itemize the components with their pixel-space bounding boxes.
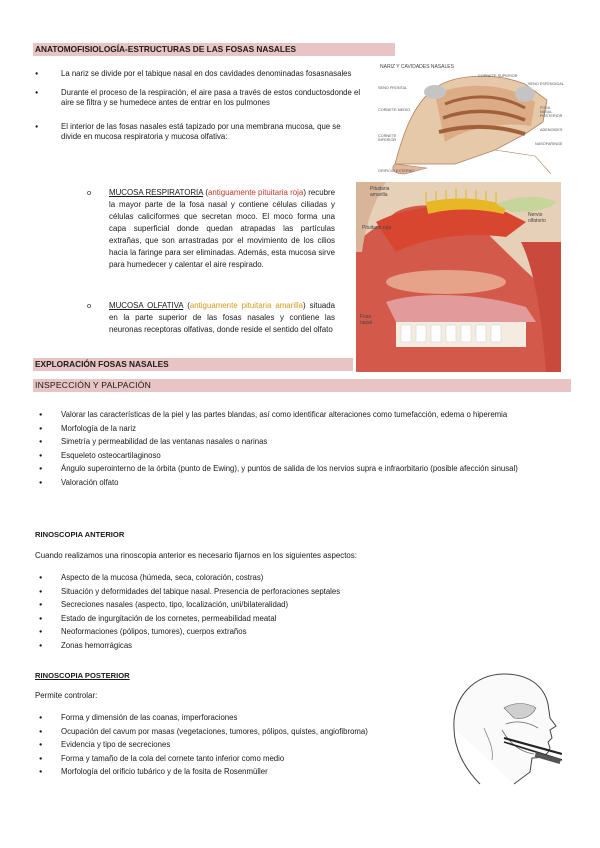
list-item: ● Zonas hemorrágicas <box>61 641 481 652</box>
label-cornete-superior: CORNETE SUPERIOR <box>478 74 518 78</box>
inspeccion-bullet-list <box>61 410 561 489</box>
label-seno-frontal: SENO FRONTAL <box>378 86 408 90</box>
label-nasofaringe: NASOFARINGE <box>535 142 563 146</box>
figure-rinoscopia-posterior <box>444 668 562 790</box>
mucosa-respiratoria-item: o MUCOSA RESPIRATORIA (antiguamente pituitaria roja) recubre la mayor parte de la fosa nasal y contiene células ciliadas y células caliciformes que secretan moco. El moco forma una capa superficial donde quedan atrapadas las partículas extrañas, que son arrastradas por el movimiento de los cilios hacia la faringe para ser eliminadas. Además, esta mucosa sirve para humedecer y calentar el aire respirado. <box>87 188 335 269</box>
label-nervio-olfatorio: Nervio olfatorio <box>528 212 546 224</box>
mucosa-olfativa-term: MUCOSA OLFATIVA <box>109 301 184 310</box>
mucosa-illustration <box>356 182 561 372</box>
list-item: ● Esqueleto osteocartilaginoso <box>61 451 561 462</box>
section-header-exploracion: EXPLORACIÓN FOSAS NASALES <box>33 358 353 371</box>
figure-nasal-mucosa <box>356 182 561 372</box>
list-item: ● Durante el proceso de la respiración, el aire pasa a través de estos conductosdonde el aire se filtra y se humedece antes de entrar en los pulmones <box>61 88 361 109</box>
list-item: ● Aspecto de la mucosa (húmeda, seca, coloración, costras) <box>61 573 481 584</box>
list-item: ● El interior de las fosas nasales está tapizado por una membrana mucosa, que se divide en mucosa respiratoria y mucosa olfativa: <box>61 122 361 143</box>
list-item: ● Morfología del orificio tubárico y de la fosita de Rosenmüller <box>61 767 441 778</box>
list-item: ● Ángulo superointerno de la órbita (punto de Ewing), y puntos de salida de los nervios supra e infraorbitario (posible afección sinusal) <box>61 464 561 475</box>
figure1-title: NARIZ Y CAVIDADES NASALES <box>380 64 454 70</box>
section-header-anatomy: ANATOMOFISIOLOGÍA-ESTRUCTURAS DE LAS FOSAS NASALES <box>33 43 395 56</box>
label-fosa-nasal-posterior: FOSA NASAL POSTERIOR <box>540 106 563 118</box>
list-item: ● Forma y dimensión de las coanas, imperforaciones <box>61 713 441 724</box>
label-adenoides: ADENOIDES <box>540 128 563 132</box>
mucosa-olfativa-text: situada en la parte superior de las fosas nasales y contiene las neuronas receptoras olfativas, donde reside el sentido del olfato <box>109 301 336 334</box>
list-item: ● Simetría y permeabilidad de las ventanas nasales o narinas <box>61 437 561 448</box>
label-seno-esfenoidal: SENO ESFENOIDAL <box>528 82 564 86</box>
label-pituitaria-amarilla: Pituitaria amarilla <box>370 186 390 198</box>
list-item: ● Situación y deformidades del tabique nasal. Presencia de perforaciones septales <box>61 587 481 598</box>
list-item: ● Valorar las características de la piel y las partes blandas, así como identificar alteraciones como tumefacción, edema o hiperemia <box>61 410 561 421</box>
head-profile-illustration <box>444 668 562 790</box>
list-item: ● Valoración olfato <box>61 478 561 489</box>
rinoscopia-anterior-intro: Cuando realizamos una rinoscopia anterior es necesario fijarnos en los siguientes aspectos: <box>35 551 357 560</box>
label-pituitaria-roja: Pituitaria roja <box>362 225 392 231</box>
label-fosa-nasal: Fosa nasal <box>360 314 372 326</box>
label-cornete-medio: CORNETE MEDIO <box>378 108 411 112</box>
list-item: ● Forma y tamaño de la cola del cornete tanto inferior como medio <box>61 754 441 765</box>
figure-nasal-cavities <box>375 64 564 179</box>
list-item: ● Ocupación del cavum por masas (vegetaciones, tumores, pólipos, quistes, angiofibroma) <box>61 727 441 738</box>
label-orificio-externo: ORIFICIO EXTERNO <box>378 169 415 173</box>
list-item: ● Estado de ingurgitación de los cornetes, permeabilidad meatal <box>61 614 481 625</box>
mucosa-respiratoria-term: MUCOSA RESPIRATORIA <box>109 188 204 197</box>
rinoscopia-posterior-intro: Permite controlar: <box>35 691 98 700</box>
mucosa-respiratoria-text: recubre la mayor parte de la fosa nasal y contiene células ciliadas y células caliciformes que secretan moco. El moco forma una capa superficial donde quedan atrapadas las partículas extrañas, que son arrastradas por el movimiento de los cilios hacia la faringe para ser eliminadas. Además, esta mucosa sirve para humedecer y calentar el aire respirado. <box>109 188 335 269</box>
rinoscopia-posterior-title: RINOSCOPIA POSTERIOR <box>35 671 130 680</box>
label-cornete-inferior: CORNETE INFERIOR <box>378 134 397 142</box>
section-header-inspeccion: INSPECCIÓN Y PALPACIÓN <box>33 379 571 392</box>
list-item: ● Secreciones nasales (aspecto, tipo, localización, uni/bilateralidad) <box>61 600 481 611</box>
mucosa-olfativa-item: o MUCOSA OLFATIVA (antiguamente pituitaria amarilla) situada en la parte superior de las fosas nasales y contiene las neuronas receptoras olfativas, donde reside el sentido del olfato <box>87 301 336 334</box>
list-item: ● Neoformaciones (pólipos, tumores), cuerpos extraños <box>61 627 481 638</box>
list-item: ● Evidencia y tipo de secreciones <box>61 740 441 751</box>
rinoscopia-posterior-list <box>61 713 441 778</box>
anatomy-bullet-list <box>61 69 361 143</box>
rinoscopia-anterior-list <box>61 573 481 652</box>
rinoscopia-anterior-title: RINOSCOPIA ANTERIOR <box>35 530 125 539</box>
pituitaria-amarilla-note: antiguamente pituitaria amarilla <box>189 301 303 310</box>
list-item: ● La nariz se divide por el tabique nasal en dos cavidades denominadas fosasnasales <box>61 69 361 80</box>
pituitaria-roja-note: antiguamente pituitaria roja <box>207 188 304 197</box>
list-item: ● Morfología de la nariz <box>61 424 561 435</box>
